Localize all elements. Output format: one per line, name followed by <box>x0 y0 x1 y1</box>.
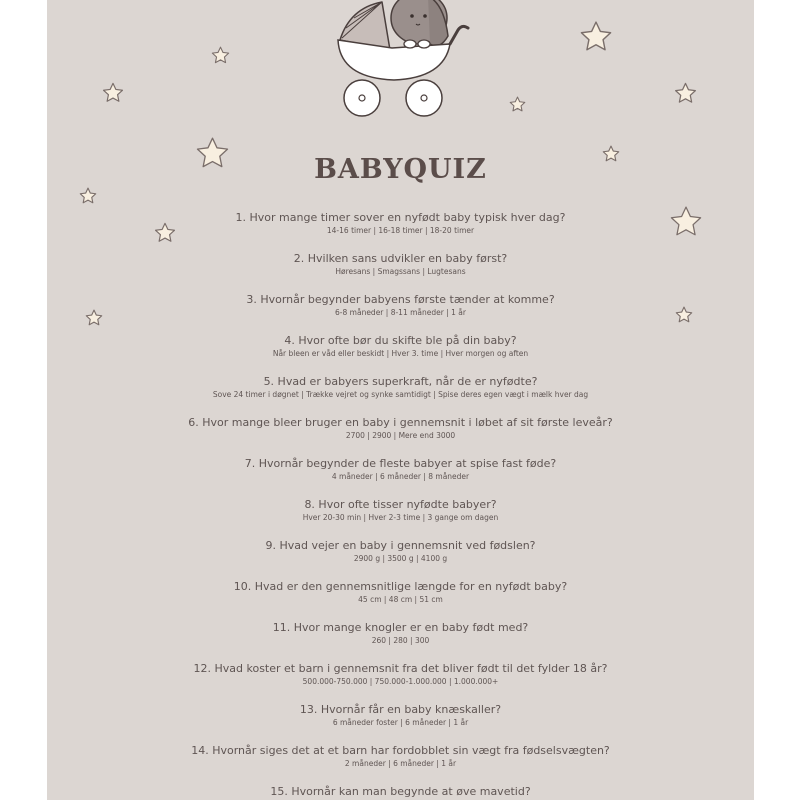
question-text: 3. Hvornår begynder babyens første tænder at komme? <box>246 293 555 306</box>
question-text: 12. Hvad koster et barn i gennemsnit fra det bliver født til det fylder 18 år? <box>193 662 608 675</box>
star-icon <box>102 82 124 104</box>
question-text: 2. Hvilken sans udvikler en baby først? <box>293 252 508 265</box>
question-item <box>47 292 754 319</box>
baby-stroller-with-cat-icon <box>332 0 472 118</box>
question-item <box>47 415 754 442</box>
question-item <box>47 374 754 401</box>
question-item <box>47 538 754 565</box>
question-item <box>47 333 754 360</box>
quiz-page <box>47 0 754 800</box>
question-item <box>47 661 754 688</box>
question-item <box>47 743 754 770</box>
question-options: 2 måneder | 6 måneder | 1 år <box>344 759 457 768</box>
question-item <box>47 784 754 799</box>
star-icon <box>509 96 526 113</box>
question-options: 2700 | 2900 | Mere end 3000 <box>345 431 456 440</box>
page-title: BABYQUIZ <box>314 154 487 185</box>
question-text: 9. Hvad vejer en baby i gennemsnit ved fødslen? <box>265 539 536 552</box>
question-text: 4. Hvor ofte bør du skifte ble på din baby? <box>284 334 517 347</box>
question-text: 15. Hvornår kan man begynde at øve mavetid? <box>270 785 531 798</box>
question-options: Når bleen er våd eller beskidt | Hver 3. time | Hver morgen og aften <box>272 349 529 358</box>
question-text: 11. Hvor mange knogler er en baby født med? <box>272 621 529 634</box>
star-icon <box>79 187 97 205</box>
question-list <box>47 210 754 800</box>
question-item <box>47 251 754 278</box>
question-options: 500.000-750.000 | 750.000-1.000.000 | 1.000.000+ <box>302 677 499 686</box>
question-options: 2900 g | 3500 g | 4100 g <box>353 554 448 563</box>
question-item <box>47 620 754 647</box>
question-text: 8. Hvor ofte tisser nyfødte babyer? <box>304 498 497 511</box>
question-text: 7. Hvornår begynder de fleste babyer at spise fast føde? <box>244 457 557 470</box>
question-item <box>47 497 754 524</box>
question-options: 14-16 timer | 16-18 timer | 18-20 timer <box>326 226 475 235</box>
question-item <box>47 579 754 606</box>
question-options: 4 måneder | 6 måneder | 8 måneder <box>331 472 470 481</box>
star-icon <box>579 20 613 54</box>
question-text: 1. Hvor mange timer sover en nyfødt baby typisk hver dag? <box>235 211 566 224</box>
question-options: Høresans | Smagssans | Lugtesans <box>335 267 466 276</box>
star-icon <box>674 82 697 105</box>
question-options: 6 måneder foster | 6 måneder | 1 år <box>332 718 469 727</box>
question-options: Sove 24 timer i døgnet | Trække vejret og synke samtidigt | Spise deres egen vægt i mælk hver dag <box>212 390 589 399</box>
question-text: 13. Hvornår får en baby knæskaller? <box>299 703 502 716</box>
question-options: 6-8 måneder | 8-11 måneder | 1 år <box>335 308 466 317</box>
star-icon <box>211 46 230 65</box>
question-options: 260 | 280 | 300 <box>371 636 430 645</box>
question-text: 14. Hvornår siges det at et barn har fordobblet sin vægt fra fødselsvægten? <box>191 744 610 757</box>
question-text: 10. Hvad er den gennemsnitlige længde for en nyfødt baby? <box>233 580 568 593</box>
question-text: 6. Hvor mange bleer bruger en baby i gennemsnit i løbet af sit første leveår? <box>188 416 613 429</box>
question-options: 45 cm | 48 cm | 51 cm <box>358 595 443 604</box>
question-item <box>47 702 754 729</box>
question-item <box>47 456 754 483</box>
question-options: Hver 20-30 min | Hver 2-3 time | 3 gange om dagen <box>302 513 499 522</box>
question-text: 5. Hvad er babyers superkraft, når de er nyfødte? <box>263 375 538 388</box>
question-item <box>47 210 754 237</box>
